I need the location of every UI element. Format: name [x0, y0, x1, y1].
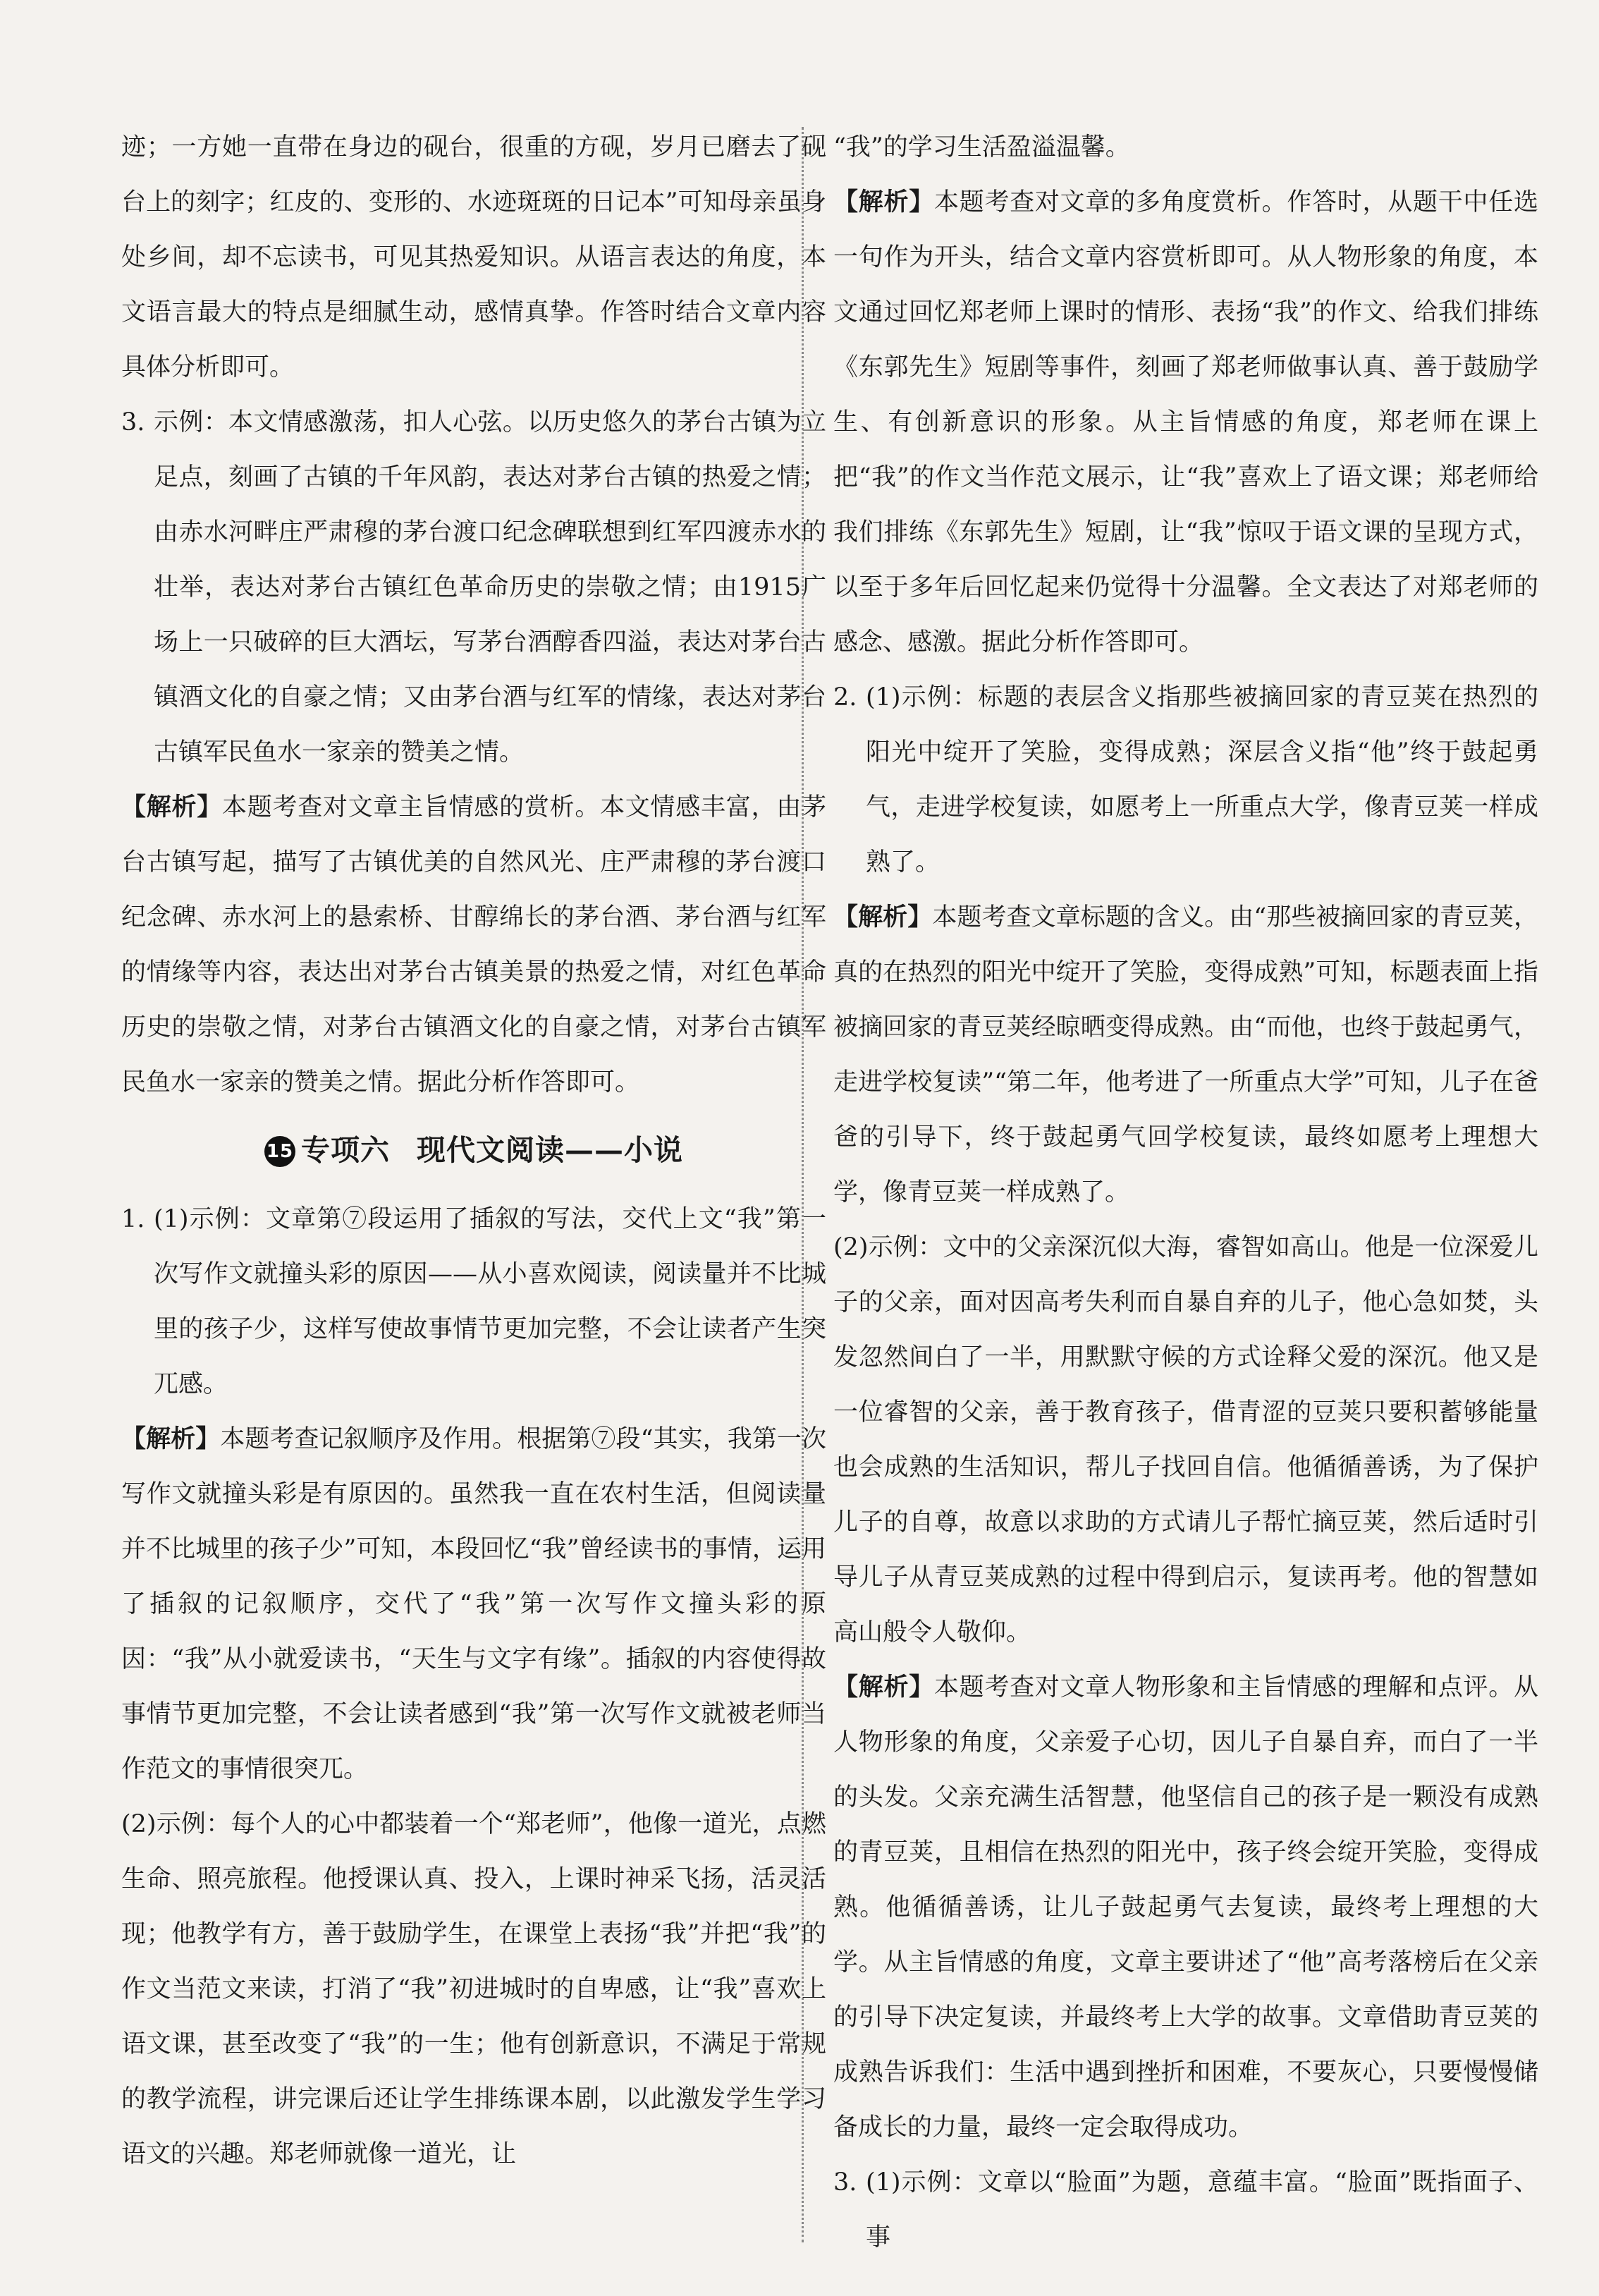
- answer-item-2: [833, 670, 1538, 890]
- analysis-paragraph: [833, 890, 1538, 1220]
- section-heading: [121, 1118, 826, 1182]
- analysis-text: 本题考查记叙顺序及作用。根据第⑦段“其实，我第一次写作文就撞头彩是有原因的。虽然我一直在农村生活，但阅读量并不比城里的孩子少”可知，本段回忆“我”曾经读书的事情，运用了插叙的记叙顺序，交代了“我”第一次写作文撞头彩的原因：“我”从小就爱读书，“天生与文字有缘”。插叙的内容使得故事情节更加完整，不会让读者感到“我”第一次写作文就被老师当作范文的事情很突兀。: [121, 1425, 826, 1783]
- item-number: 3.: [833, 2168, 857, 2197]
- analysis-paragraph: [121, 780, 826, 1110]
- item-number: 1.: [121, 1205, 145, 1233]
- analysis-label: 【解析】: [121, 793, 222, 822]
- section-title: 专项六: [301, 1133, 390, 1167]
- analysis-text: 本题考查对文章人物形象和主旨情感的理解和点评。从人物形象的角度，父亲爱子心切，因儿子自暴自弃，而白了一半的头发。父亲充满生活智慧，他坚信自己的孩子是一颗没有成熟的青豆荚，且相信在热烈的阳光中，孩子终会绽开笑脸，变得成熟。他循循善诱，让儿子鼓起勇气去复读，最终考上理想的大学。从主旨情感的角度，文章主要讲述了“他”高考落榜后在父亲的引导下决定复读，并最终考上大学的故事。文章借助青豆荚的成熟告诉我们：生活中遇到挫折和困难，不要灰心，只要慢慢储备成长的力量，最终一定会取得成功。: [833, 1673, 1538, 2142]
- item-text: 示例：本文情感激荡，扣人心弦。以历史悠久的茅台古镇为立足点，刻画了古镇的千年风韵，表达对茅台古镇的热爱之情；由赤水河畔庄严肃穆的茅台渡口纪念碑联想到红军四渡赤水的壮举，表达对茅台古镇红色革命历史的崇敬之情；由1915广场上一只破碎的巨大酒坛，写茅台酒醇香四溢，表达对茅台古镇酒文化的自豪之情；又由茅台酒与红军的情缘，表达对茅台古镇军民鱼水一家亲的赞美之情。: [154, 408, 826, 767]
- analysis-paragraph: [121, 1412, 826, 1797]
- answer-item-3: [833, 2155, 1538, 2265]
- item-number: 3.: [121, 408, 145, 436]
- item-part-1: (1)示例：文章第⑦段运用了插叙的写法，交代上文“我”第一次写作文就撞头彩的原因——从小喜欢阅读，阅读量并不比城里的孩子少，这样写使故事情节更加完整，不会让读者产生突兀感。: [154, 1205, 826, 1398]
- column-divider: [802, 127, 804, 2242]
- analysis-label: 【解析】: [833, 188, 934, 216]
- item-part-1: (1)示例：标题的表层含义指那些被摘回家的青豆荚在热烈的阳光中绽开了笑脸，变得成熟；深层含义指“他”终于鼓起勇气，走进学校复读，如愿考上一所重点大学，像青豆荚一样成熟了。: [866, 683, 1538, 877]
- analysis-text: 本题考查对文章主旨情感的赏析。本文情感丰富，由茅台古镇写起，描写了古镇优美的自然风光、庄严肃穆的茅台渡口纪念碑、赤水河上的悬索桥、甘醇绵长的茅台酒、茅台酒与红军的情缘等内容，表达出对茅台古镇美景的热爱之情，对红色革命历史的崇敬之情，对茅台古镇酒文化的自豪之情，对茅台古镇军民鱼水一家亲的赞美之情。据此分析作答即可。: [121, 793, 826, 1097]
- answer-item-1: [121, 1192, 826, 1412]
- continued-paragraph: “我”的学习生活盈溢温馨。: [833, 133, 1130, 161]
- analysis-label: 【解析】: [833, 903, 933, 932]
- analysis-text: 本题考查对文章的多角度赏析。作答时，从题干中任选一句作为开头，结合文章内容赏析即可。从人物形象的角度，本文通过回忆郑老师上课时的情形、表扬“我”的作文、给我们排练《东郭先生》短剧等事件，刻画了郑老师做事认真、善于鼓励学生、有创新意识的形象。从主旨情感的角度，郑老师在课上把“我”的作文当作范文展示，让“我”喜欢上了语文课；郑老师给我们排练《东郭先生》短剧，让“我”惊叹于语文课的呈现方式，以至于多年后回忆起来仍觉得十分温馨。全文表达了对郑老师的感念、感激。据此分析作答即可。: [833, 188, 1538, 657]
- analysis-label: 【解析】: [833, 1673, 934, 1702]
- item-part-2: (2)示例：每个人的心中都装着一个“郑老师”，他像一道光，点燃生命、照亮旅程。他授课认真、投入，上课时神采飞扬，活灵活现；他教学有方，善于鼓励学生，在课堂上表扬“我”并把“我”的作文当范文来读，打消了“我”初进城时的自卑感，让“我”喜欢上语文课，甚至改变了“我”的一生；他有创新意识，不满足于常规的教学流程，讲完课后还让学生排练课本剧，以此激发学生学习语文的兴趣。郑老师就像一道光，让: [121, 1810, 826, 2168]
- continued-paragraph: 迹；一方她一直带在身边的砚台，很重的方砚，岁月已磨去了砚台上的刻字；红皮的、变形的、水迹斑斑的日记本”可知母亲虽身处乡间，却不忘读书，可见其热爱知识。从语言表达的角度，本文语言最大的特点是细腻生动，感情真挚。作答时结合文章内容具体分析即可。: [121, 133, 826, 381]
- item-number: 2.: [833, 683, 857, 712]
- analysis-label: 【解析】: [121, 1424, 221, 1453]
- item-part-1: (1)示例：文章以“脸面”为题，意蕴丰富。“脸面”既指面子、事: [866, 2168, 1538, 2252]
- analysis-text: 本题考查文章标题的含义。由“那些被摘回家的青豆荚，真的在热烈的阳光中绽开了笑脸，变得成熟”可知，标题表面上指被摘回家的青豆荚经晾晒变得成熟。由“而他，也终于鼓起勇气，走进学校复读”“第二年，他考进了一所重点大学”可知，儿子在爸爸的引导下，终于鼓起勇气回学校复读，最终如愿考上理想大学，像青豆荚一样成熟了。: [833, 903, 1538, 1207]
- left-column: [121, 120, 826, 2182]
- analysis-paragraph: [833, 175, 1538, 670]
- section-subtitle: 现代文阅读——小说: [417, 1133, 683, 1167]
- answer-item-3: [121, 395, 826, 780]
- analysis-paragraph: [833, 1660, 1538, 2155]
- right-column: [833, 120, 1538, 2265]
- item-part-2: (2)示例：文中的父亲深沉似大海，睿智如高山。他是一位深爱儿子的父亲，面对因高考失利而自暴自弃的儿子，他心急如焚，头发忽然间白了一半，用默默守候的方式诠释父爱的深沉。他又是一位睿智的父亲，善于教育孩子，借青涩的豆荚只要积蓄够能量也会成熟的生活知识，帮儿子找回自信。他循循善诱，为了保护儿子的自尊，故意以求助的方式请儿子帮忙摘豆荚，然后适时引导儿子从青豆荚成熟的过程中得到启示，复读再考。他的智慧如高山般令人敬仰。: [833, 1233, 1538, 1647]
- section-number-badge: 15: [264, 1136, 295, 1167]
